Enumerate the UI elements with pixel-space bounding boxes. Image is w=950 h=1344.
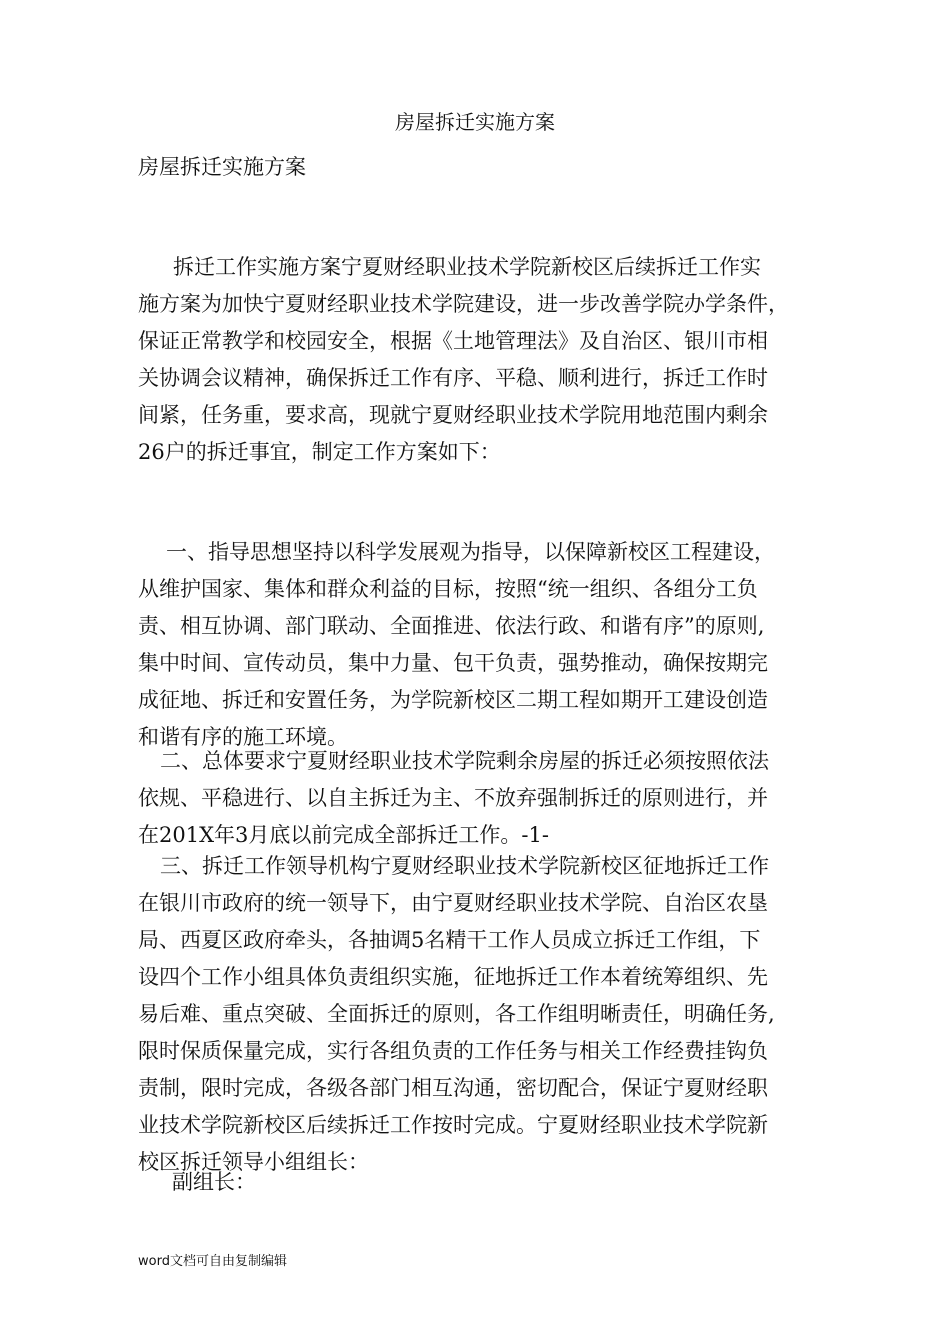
- paragraph-line: 集中时间、宣传动员，集中力量、包干负责，强势推动，确保按期完: [138, 651, 768, 675]
- page-footer: word文档可自由复制编辑: [138, 1254, 287, 1269]
- paragraph-line: 在201X年3月底以前完成全部拆迁工作。-1-: [138, 823, 549, 847]
- paragraph-line: 施方案为加快宁夏财经职业技术学院建设，进一步改善学院办学条件，: [138, 292, 789, 316]
- paragraph-general-requirements: [138, 743, 818, 854]
- paragraph-line: 易后难、重点突破、全面拆迁的原则，各工作组明晰责任，明确任务,: [138, 1002, 775, 1026]
- paragraph-line: 在银川市政府的统一领导下，由宁夏财经职业技术学院、自治区农垦: [138, 891, 768, 915]
- paragraph-line: 三、拆迁工作领导机构宁夏财经职业技术学院新校区征地拆迁工作: [160, 854, 769, 878]
- paragraph-line: 关协调会议精神，确保拆迁工作有序、平稳、顺利进行，拆迁工作时: [138, 366, 768, 390]
- paragraph-leadership: [138, 848, 818, 1181]
- paragraph-line: 和谐有序的施工环境。: [138, 725, 348, 749]
- paragraph-deputy-leader: [138, 1164, 818, 1201]
- paragraph-line: 从维护国家、集体和群众利益的目标，按照“统一组织、各组分工负: [138, 577, 758, 601]
- paragraph-line: 限时保质保量完成，实行各组负责的工作任务与相关工作经费挂钩负: [138, 1039, 768, 1063]
- paragraph-line: 成征地、拆迁和安置任务，为学院新校区二期工程如期开工建设创造: [138, 688, 768, 712]
- paragraph-guiding-ideology: [138, 534, 818, 756]
- paragraph-line: 副组长：: [172, 1170, 256, 1194]
- paragraph-line: 校区拆迁领导小组组长：: [138, 1150, 369, 1174]
- document-subtitle: 房屋拆迁实施方案: [138, 155, 306, 179]
- paragraph-line: 责、相互协调、部门联动、全面推进、依法行政、和谐有序”的原则,: [138, 614, 765, 638]
- paragraph-line: 设四个工作小组具体负责组织实施，征地拆迁工作本着统筹组织、先: [138, 965, 768, 989]
- paragraph-line: 间紧，任务重，要求高，现就宁夏财经职业技术学院用地范围内剩余: [138, 403, 768, 427]
- paragraph-line: 业技术学院新校区后续拆迁工作按时完成。宁夏财经职业技术学院新: [138, 1113, 768, 1137]
- paragraph-line: 一、指导思想坚持以科学发展观为指导，以保障新校区工程建设，: [166, 540, 775, 564]
- paragraph-line: 26户的拆迁事宜，制定工作方案如下：: [138, 440, 501, 464]
- paragraph-line: 责制，限时完成，各级各部门相互沟通，密切配合，保证宁夏财经职: [138, 1076, 768, 1100]
- paragraph-line: 二、总体要求宁夏财经职业技术学院剩余房屋的拆迁必须按照依法: [160, 749, 769, 773]
- document-title: 房屋拆迁实施方案: [395, 110, 555, 134]
- paragraph-line: 局、西夏区政府牵头，各抽调5名精干工作人员成立拆迁工作组，下: [138, 928, 761, 952]
- paragraph-line: 保证正常教学和校园安全，根据《土地管理法》及自治区、银川市相: [138, 329, 768, 353]
- paragraph-intro: [138, 249, 818, 471]
- paragraph-line: 依规、平稳进行、以自主拆迁为主、不放弃强制拆迁的原则进行，并: [138, 786, 768, 810]
- paragraph-line: 拆迁工作实施方案宁夏财经职业技术学院新校区后续拆迁工作实: [152, 255, 761, 279]
